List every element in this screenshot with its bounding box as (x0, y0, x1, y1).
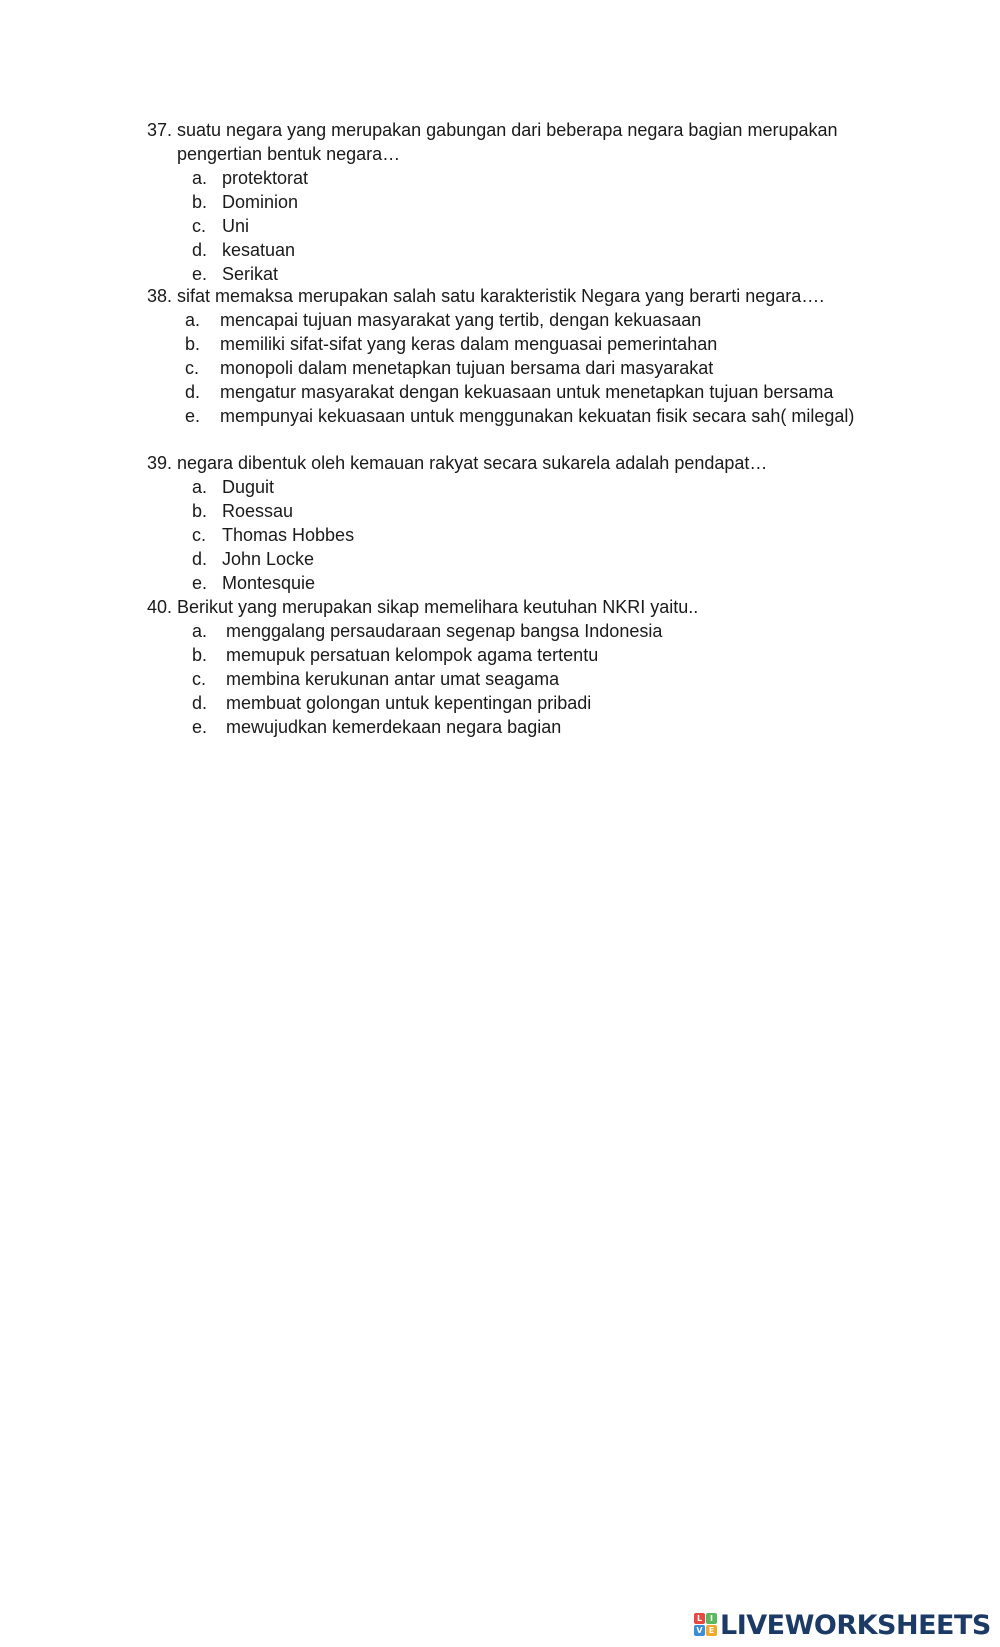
option-text: mempunyai kekuasaan untuk menggunakan kekuatan fisik secara sah( milegal) (220, 406, 855, 426)
option-letter: c. (192, 669, 207, 689)
option-text: mengatur masyarakat dengan kekuasaan untuk menetapkan tujuan bersama (220, 382, 834, 402)
logo-mark-tile: E (706, 1625, 717, 1636)
option-letter: d. (192, 693, 208, 713)
option-letter: e. (185, 406, 201, 426)
option-text: John Locke (222, 549, 315, 569)
logo-mark-icon (694, 1613, 718, 1637)
option-text: protektorat (222, 168, 309, 188)
option-letter: d. (192, 240, 208, 260)
logo-mark-tile: I (706, 1613, 717, 1624)
option-text: mencapai tujuan masyarakat yang tertib, dengan kekuasaan (220, 310, 702, 330)
option-text: Duguit (222, 477, 275, 497)
question-text: negara dibentuk oleh kemauan rakyat secara sukarela adalah pendapat… (177, 453, 768, 473)
option-letter: a. (192, 168, 208, 188)
option-letter: c. (185, 358, 200, 378)
logo-mark-tile: V (694, 1625, 705, 1636)
option-letter: c. (192, 216, 207, 236)
option-letter: e. (192, 573, 208, 593)
logo-text: LIVEWORKSHEETS (720, 1610, 991, 1641)
option-letter: b. (192, 501, 208, 521)
option-text: mewujudkan kemerdekaan negara bagian (226, 717, 562, 737)
logo-mark-tile: L (694, 1613, 705, 1624)
option-letter: b. (192, 192, 208, 212)
option-letter: a. (192, 477, 208, 497)
option-text: Uni (222, 216, 250, 236)
liveworksheets-logo (694, 1611, 994, 1641)
option-text: Roessau (222, 501, 294, 521)
option-text: menggalang persaudaraan segenap bangsa Indonesia (226, 621, 663, 641)
option-letter: b. (192, 645, 208, 665)
option-text: memiliki sifat-sifat yang keras dalam menguasai pemerintahan (220, 334, 718, 354)
option-letter: c. (192, 525, 207, 545)
option-text: Serikat (222, 264, 279, 284)
question-number: 38. (147, 286, 173, 306)
question-text: sifat memaksa merupakan salah satu karakteristik Negara yang berarti negara…. (177, 286, 825, 306)
option-text: kesatuan (222, 240, 296, 260)
question-text: Berikut yang merupakan sikap memelihara keutuhan NKRI yaitu.. (177, 597, 699, 617)
option-text: Montesquie (222, 573, 316, 593)
option-text: membuat golongan untuk kepentingan pribadi (226, 693, 592, 713)
option-letter: e. (192, 264, 208, 284)
option-text: monopoli dalam menetapkan tujuan bersama dari masyarakat (220, 358, 714, 378)
question-text: suatu negara yang merupakan gabungan dari beberapa negara bagian merupakan (177, 120, 838, 140)
option-letter: b. (185, 334, 201, 354)
question-text: pengertian bentuk negara… (177, 144, 401, 164)
question-number: 39. (147, 453, 173, 473)
option-letter: a. (185, 310, 201, 330)
option-letter: a. (192, 621, 208, 641)
option-text: membina kerukunan antar umat seagama (226, 669, 560, 689)
option-text: Thomas Hobbes (222, 525, 355, 545)
question-number: 37. (147, 120, 173, 140)
option-letter: e. (192, 717, 208, 737)
option-letter: d. (192, 549, 208, 569)
option-text: memupuk persatuan kelompok agama tertentu (226, 645, 599, 665)
question-number: 40. (147, 597, 173, 617)
option-letter: d. (185, 382, 201, 402)
option-text: Dominion (222, 192, 299, 212)
